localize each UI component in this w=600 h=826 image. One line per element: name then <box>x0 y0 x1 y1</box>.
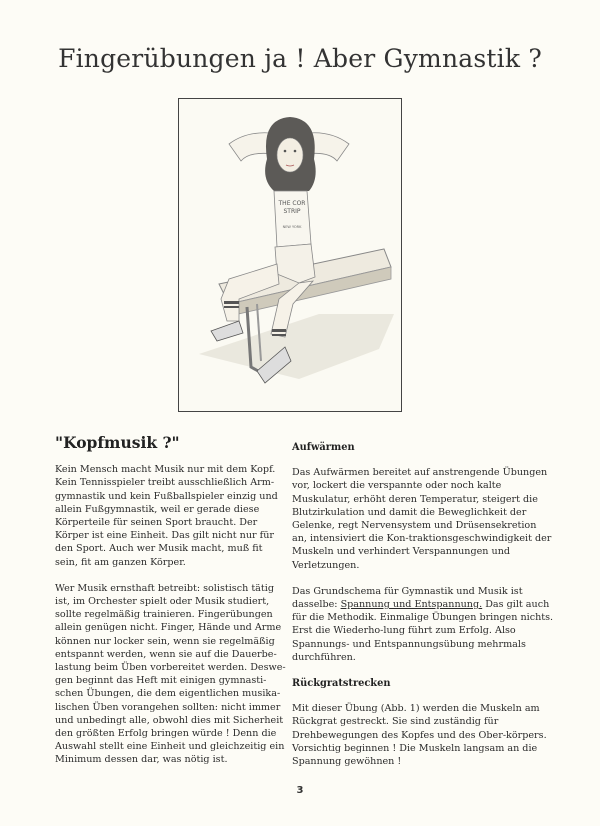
text: Das Grundschema für Gymnastik und Musik ist dasselbe: <box>292 585 523 611</box>
illustration-drawing <box>179 99 401 411</box>
paragraph: Das Aufwärmen bereitet auf anstrengende Übungen vor, lockert die verspannte oder noch kalte Muskulatur, erhöht deren Temperatur, steigert die Blutzirkulation und damit die Beweglichkeit der Gelenke, regt Nervensystem und Drüsensekretion an, intensiviert die Kon-traktionsgeschwindigkeit der Muskeln und verhindert Verspannungen und Verletzungen. <box>292 467 552 571</box>
paragraph: Wer Musik ernsthaft betreibt: solistisch tätig ist, im Orchester spielt oder Musik studiert, sollte regelmäßig trainieren. Fingerübungen allein genügen nicht. Finger, Hände und Arme können nur locker sein, wenn sie regelmäßig entspannt werden, wenn sie auf die Dauerbe-lastung beim Üben vorbereitet werden. Deswe-gen beginnt das Heft mit einigen gymnasti-schen Übungen, die dem eigentlichen musika-lischen Üben vorangehen sollten: nicht immer und unbedingt alle, obwohl dies mit Sicherheit den größten Erfolg bringen würde ! Denn die Auswahl stellt eine Einheit und gleichzeitig ein Minimum dessen dar, was nötig ist. <box>55 582 286 766</box>
paragraph-grundschema <box>292 585 554 664</box>
right-column <box>292 441 554 781</box>
page-title: Fingerübungen ja ! Aber Gymnastik ? <box>58 44 542 73</box>
paragraph: Mit dieser Übung (Abb. 1) werden die Muskeln am Rückgrat gestreckt. Sie sind zuständig für Drehbewegungen des Kopfes und des Ober-körpers. Vorsichtig beginnen ! Die Muskeln langsam an die Spannung gewöhnen ! <box>292 703 547 768</box>
shirt-text-3: NEW YORK <box>282 225 302 229</box>
exercise-illustration <box>178 98 402 412</box>
left-column <box>55 433 287 780</box>
shirt-text-1: THE COR <box>278 200 306 207</box>
section-heading-aufwaermen: Aufwärmen <box>292 442 355 453</box>
section-heading-kopfmusik: "Kopfmusik ?" <box>55 433 180 452</box>
paragraph: Kein Mensch macht Musik nur mit dem Kopf. Kein Tennisspieler treibt ausschließlich Arm-gymnastik und kein Fußballspieler einzig und allein Fußgymnastik, weil er gerade diese Körperteile für seinen Sport braucht. Der Körper ist eine Einheit. Das gilt nicht nur für den Sport. Auch wer Musik macht, muß fit sein, fit am ganzen Körper. <box>55 464 278 568</box>
page-number: 3 <box>296 785 304 796</box>
underlined-text: Spannung und Entspannung. <box>340 599 483 611</box>
text: Das gilt auch für die Methodik. Einmalige Übungen bringen nichts. Erst die Wiederho-lung führt zum Erfolg. Also Spannungs- und Entspannungsübung mehrmals durchführen. <box>292 599 554 663</box>
shirt-text-2: STRIP <box>283 208 301 215</box>
section-heading-rueckgratstrecken: Rückgratstrecken <box>292 678 391 690</box>
